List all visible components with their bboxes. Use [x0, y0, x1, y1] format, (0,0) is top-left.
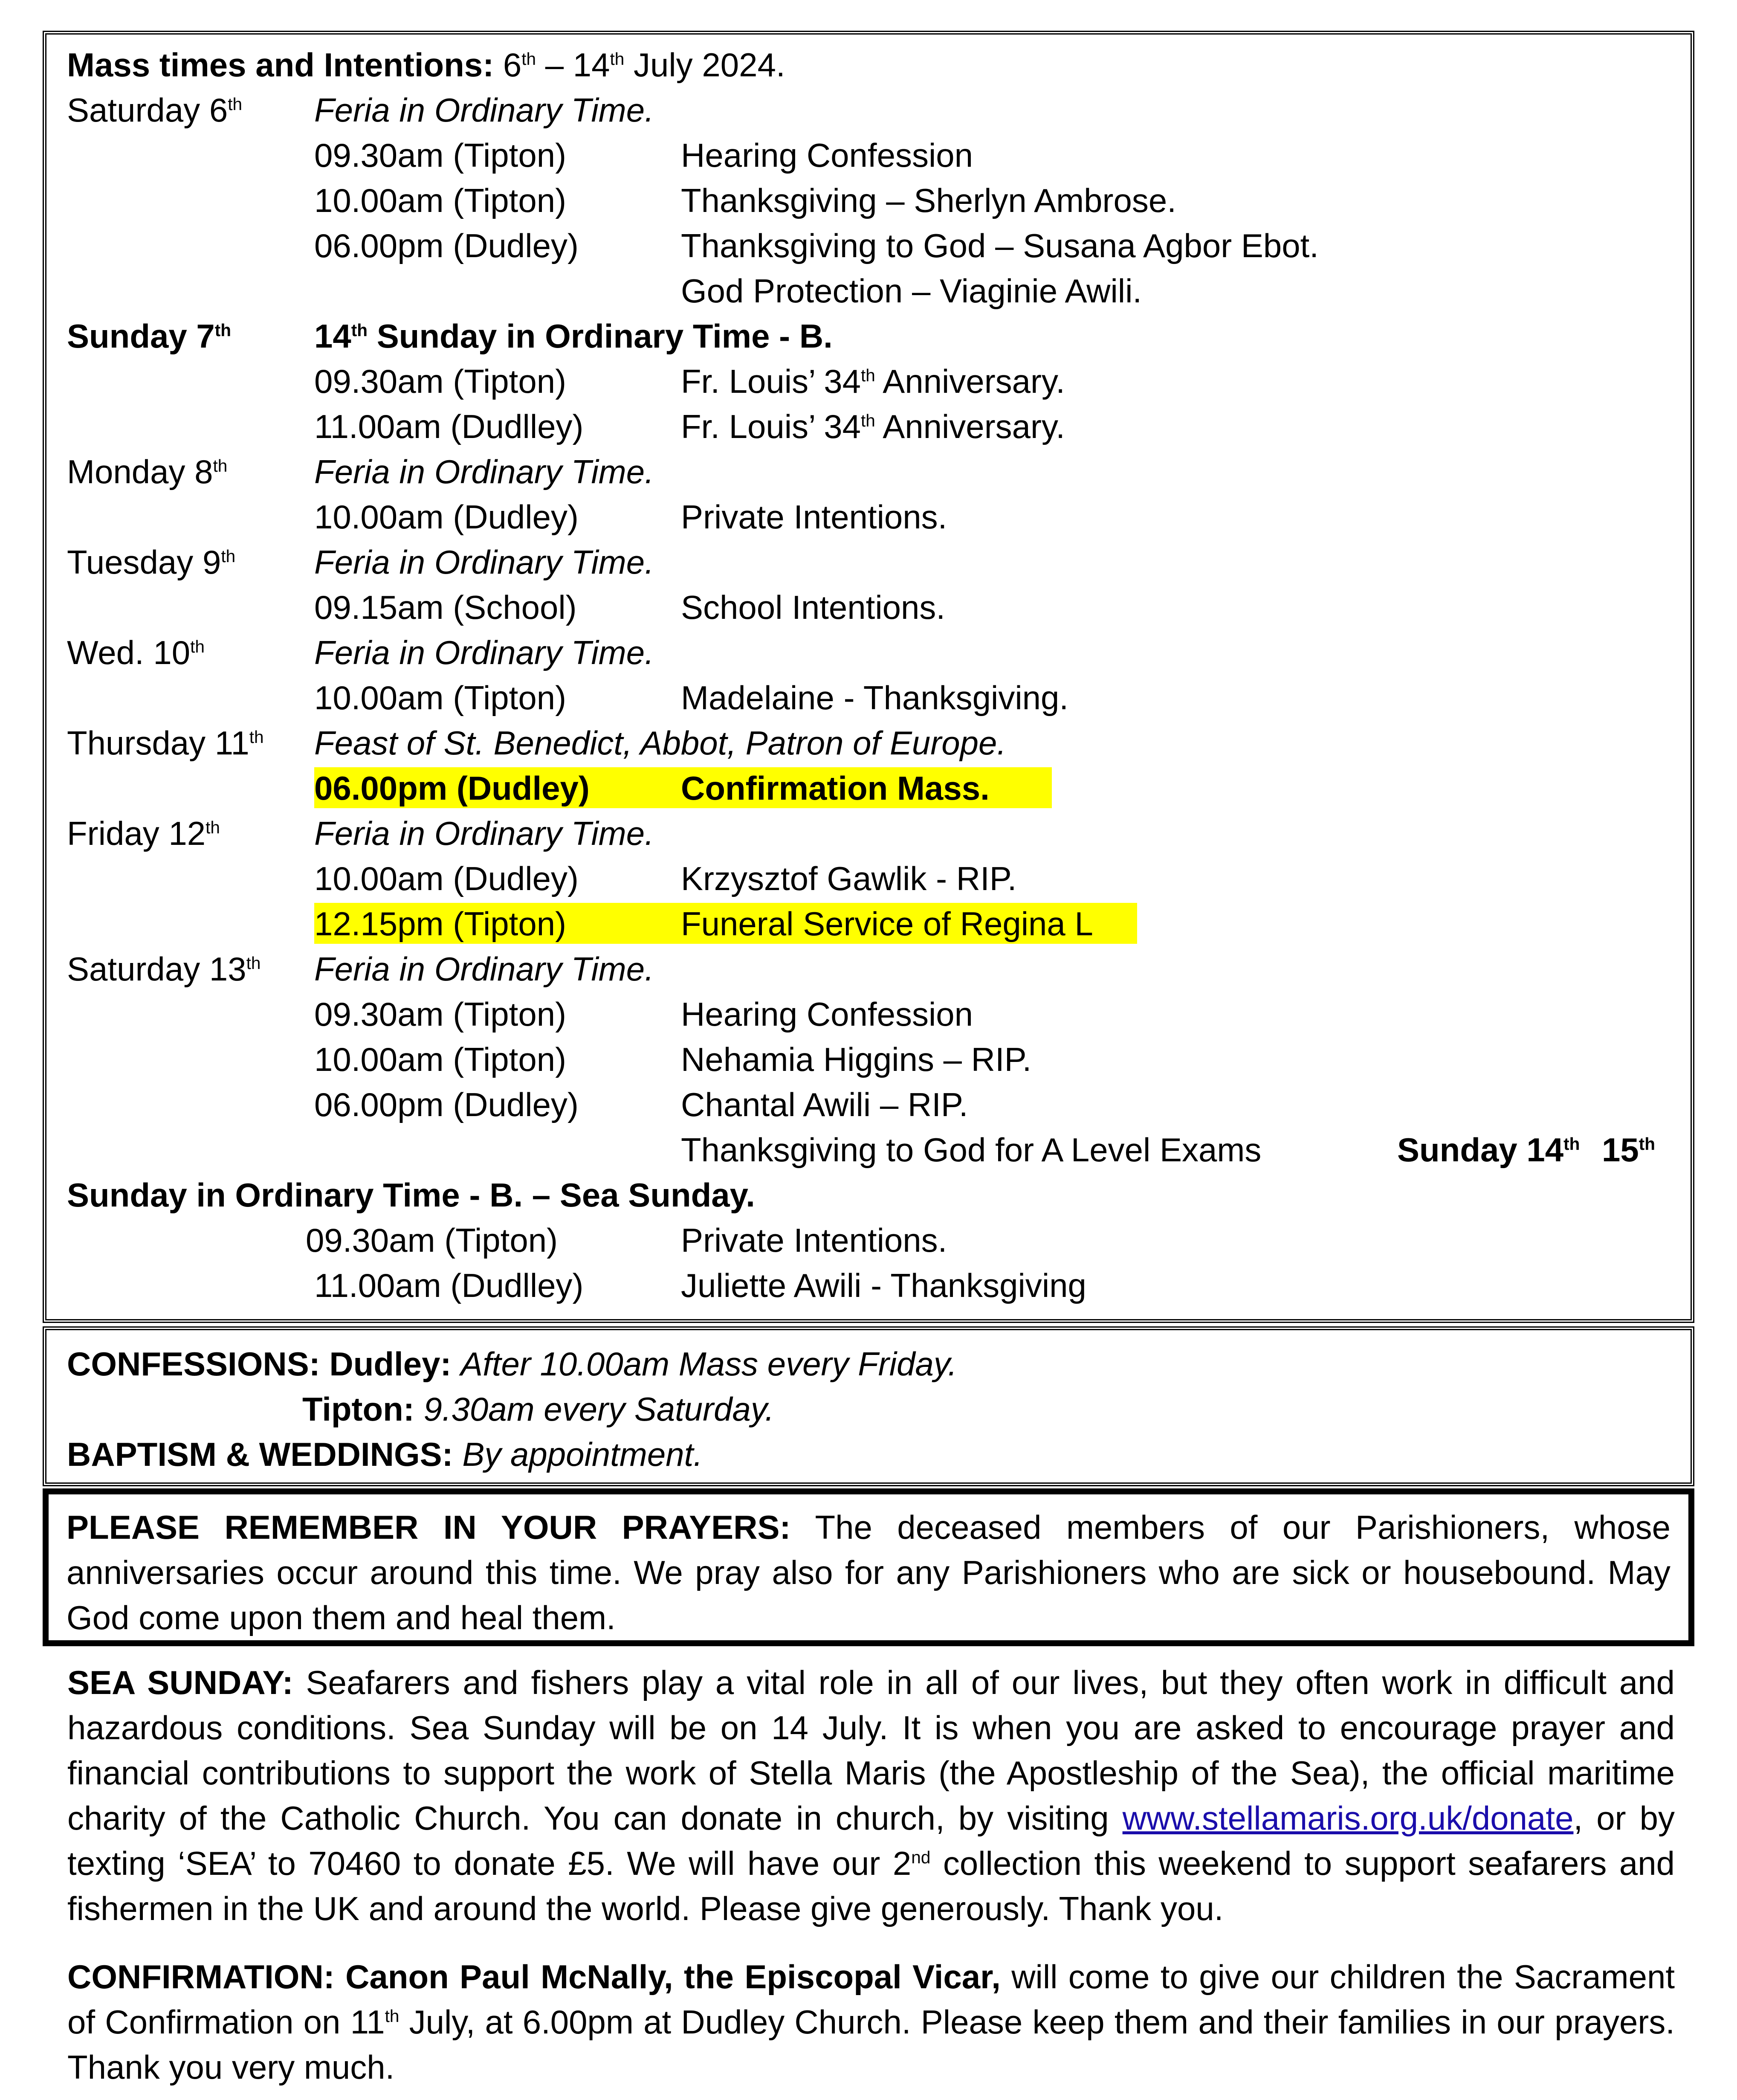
mass-entry: [67, 1037, 1673, 1082]
day-label: Saturday 6th: [67, 91, 243, 129]
day-row-mon8: [67, 449, 1673, 494]
confirmation-sup: th: [385, 2006, 400, 2026]
mass-entry: [67, 1082, 1673, 1127]
sea-sunday-text: collection this weekend to support seafarers and fishermen in the UK and around the world. Please give generously. Thank you.: [67, 1845, 1675, 1927]
mass-entry: [67, 992, 1673, 1037]
date-text: July 2024.: [624, 46, 785, 84]
day-row-fri12: [67, 811, 1673, 856]
day-title: Sunday in Ordinary Time - B. – Sea Sunday.: [67, 1176, 755, 1214]
mass-time: 10.00am (Dudley): [314, 860, 579, 897]
sea-sunday-sup: nd: [911, 1848, 931, 1867]
mass-entry: [67, 494, 1673, 540]
day-title: 14th Sunday in Ordinary Time - B.: [314, 317, 833, 355]
confirmation-paragraph: [67, 1954, 1675, 2090]
mass-time: 09.15am (School): [314, 589, 577, 626]
day-title: Feria in Ordinary Time.: [314, 91, 654, 129]
mass-entry-highlighted: [67, 766, 1673, 811]
dudley-label: Dudley:: [329, 1345, 452, 1383]
mass-time: 10.00am (Tipton): [314, 182, 567, 219]
day-label: Saturday 13th: [67, 950, 261, 988]
prayers-label: PLEASE REMEMBER IN YOUR PRAYERS:: [67, 1508, 791, 1546]
mass-intention: Thanksgiving to God – Susana Agbor Ebot.: [681, 227, 1319, 264]
mass-time: 11.00am (Dudlley): [314, 1267, 584, 1304]
mass-time: 11.00am (Dudlley): [314, 408, 584, 445]
date-sup: th: [521, 49, 536, 69]
mass-entry: [67, 585, 1673, 630]
date-sup: th: [610, 49, 625, 69]
day-row-tue9: [67, 540, 1673, 585]
sea-sunday-label: SEA SUNDAY:: [67, 1664, 293, 1701]
confirmation-label: CONFIRMATION: Canon Paul McNally, the Episcopal Vicar,: [67, 1958, 1001, 1996]
mass-entry-highlighted: [67, 901, 1673, 946]
mass-intention: Nehamia Higgins – RIP.: [681, 1041, 1032, 1078]
mass-time: 06.00pm (Dudley): [314, 227, 579, 264]
tipton-text: 9.30am every Saturday.: [423, 1390, 774, 1428]
day-row-thu11: [67, 720, 1673, 766]
baptism-line: [67, 1432, 703, 1477]
dudley-text: After 10.00am Mass every Friday.: [460, 1345, 957, 1383]
mass-intention: Juliette Awili - Thanksgiving: [681, 1267, 1086, 1304]
mass-entry: [67, 223, 1673, 268]
mass-intention: Chantal Awili – RIP.: [681, 1086, 968, 1123]
mass-entry: [67, 1263, 1673, 1308]
mass-time: 10.00am (Tipton): [314, 679, 567, 716]
day-label: Wed. 10th: [67, 634, 205, 671]
mass-entry: [67, 359, 1673, 404]
mass-intention: Private Intentions.: [681, 1221, 947, 1259]
confessions-box: [43, 1326, 1694, 1486]
prayers-box: [43, 1488, 1694, 1646]
prayers-paragraph: [67, 1505, 1670, 1640]
day-label: Friday 12th: [67, 815, 220, 852]
day-label: Sunday 14th: [1397, 1131, 1580, 1169]
mass-time: 09.30am (Tipton): [314, 136, 567, 174]
mass-intention: School Intentions.: [681, 589, 946, 626]
day-row-wed10: [67, 630, 1673, 675]
day-label: Thursday 11th: [67, 724, 264, 762]
sea-sunday-text: Seafarers and fishers play a vital role in all of our lives, but they often work in difficult and hazardous conditions. Sea Sunday will be on 14 July. It is when you are asked to encourage prayer and financial contributions to support the work of Stella Maris (the Apostleship of the Sea), the official maritime charity of the Catholic Church. You can donate in church, by visiting: [67, 1664, 1675, 1837]
day-title: Feria in Ordinary Time.: [314, 453, 654, 490]
day-title: Feria in Ordinary Time.: [314, 543, 654, 581]
mass-time: 10.00am (Dudley): [314, 498, 579, 536]
mass-time: 09.30am (Tipton): [306, 1221, 558, 1259]
date-text: 6: [503, 46, 522, 84]
mass-intention: Fr. Louis’ 34th Anniversary.: [681, 408, 1065, 445]
mass-intention: Hearing Confession: [681, 995, 973, 1033]
mass-entry: [67, 856, 1673, 901]
mass-entry: [67, 404, 1673, 449]
day-label: Tuesday 9th: [67, 543, 236, 581]
mass-time: 06.00pm (Dudley): [314, 769, 590, 807]
mass-intention: God Protection – Viaginie Awili.: [681, 272, 1142, 310]
day-title: Feast of St. Benedict, Abbot, Patron of Europe.: [314, 724, 1007, 762]
confirmation-text: will come to give our children the Sacrament of Confirmation on 11: [67, 1958, 1675, 2041]
day-row-sun14: [67, 1172, 1673, 1218]
confessions-label: CONFESSIONS:: [67, 1345, 320, 1383]
day-row-sat6: [67, 87, 1673, 133]
day-title: Feria in Ordinary Time.: [314, 815, 654, 852]
day-row-sat13: [67, 946, 1673, 992]
baptism-label: BAPTISM & WEDDINGS:: [67, 1436, 453, 1473]
mass-entry: [67, 1127, 1673, 1172]
prayers-text: The deceased members of our Parishioners, whose anniversaries occur around this time. We pray also for any Parishioners who are sick or housebound. May God come upon them and heal them.: [67, 1508, 1671, 1636]
confessions-line: [67, 1341, 957, 1386]
tipton-label: Tipton:: [302, 1390, 414, 1428]
mass-entry: [67, 268, 1673, 313]
tipton-line: [302, 1386, 774, 1432]
mass-entry: [67, 178, 1673, 223]
mass-times-box: [43, 31, 1694, 1323]
mass-intention: Thanksgiving to God for A Level Exams: [681, 1131, 1262, 1169]
mass-intention: Funeral Service of Regina L: [681, 905, 1093, 943]
day-title-number: 15th: [1602, 1131, 1656, 1169]
date-text: – 14: [536, 46, 610, 84]
mass-time: 12.15pm (Tipton): [314, 905, 567, 943]
mass-intention: Private Intentions.: [681, 498, 947, 536]
mass-intention: Krzysztof Gawlik - RIP.: [681, 860, 1017, 897]
mass-intention: Fr. Louis’ 34th Anniversary.: [681, 363, 1065, 400]
mass-time: 09.30am (Tipton): [314, 995, 567, 1033]
mass-time: 09.30am (Tipton): [314, 363, 567, 400]
mass-heading: [67, 42, 785, 87]
mass-intention: Confirmation Mass.: [681, 769, 990, 807]
mass-intention: Thanksgiving – Sherlyn Ambrose.: [681, 182, 1176, 219]
sea-sunday-paragraph: [67, 1660, 1675, 1931]
day-title: Feria in Ordinary Time.: [314, 950, 654, 988]
baptism-text: By appointment.: [462, 1436, 703, 1473]
sea-sunday-text: , or by texting ‘SEA’ to 70460 to donate £5. We will have our 2: [67, 1799, 1675, 1882]
confirmation-text: July, at 6.00pm at Dudley Church. Please keep them and their families in our prayers. Thank you very much.: [67, 2003, 1675, 2086]
mass-intention: Madelaine - Thanksgiving.: [681, 679, 1069, 716]
mass-intention: Hearing Confession: [681, 136, 973, 174]
day-row-sun7: [67, 313, 1673, 359]
mass-entry: [67, 675, 1673, 720]
mass-entry: [67, 133, 1673, 178]
day-title: Feria in Ordinary Time.: [314, 634, 654, 671]
mass-title: Mass times and Intentions:: [67, 46, 494, 84]
day-label: Sunday 7th: [67, 317, 232, 355]
day-label: Monday 8th: [67, 453, 228, 490]
mass-entry: [67, 1218, 1673, 1263]
mass-time: 10.00am (Tipton): [314, 1041, 567, 1078]
mass-time: 06.00pm (Dudley): [314, 1086, 579, 1123]
donate-link[interactable]: www.stellamaris.org.uk/donate: [1122, 1799, 1574, 1837]
